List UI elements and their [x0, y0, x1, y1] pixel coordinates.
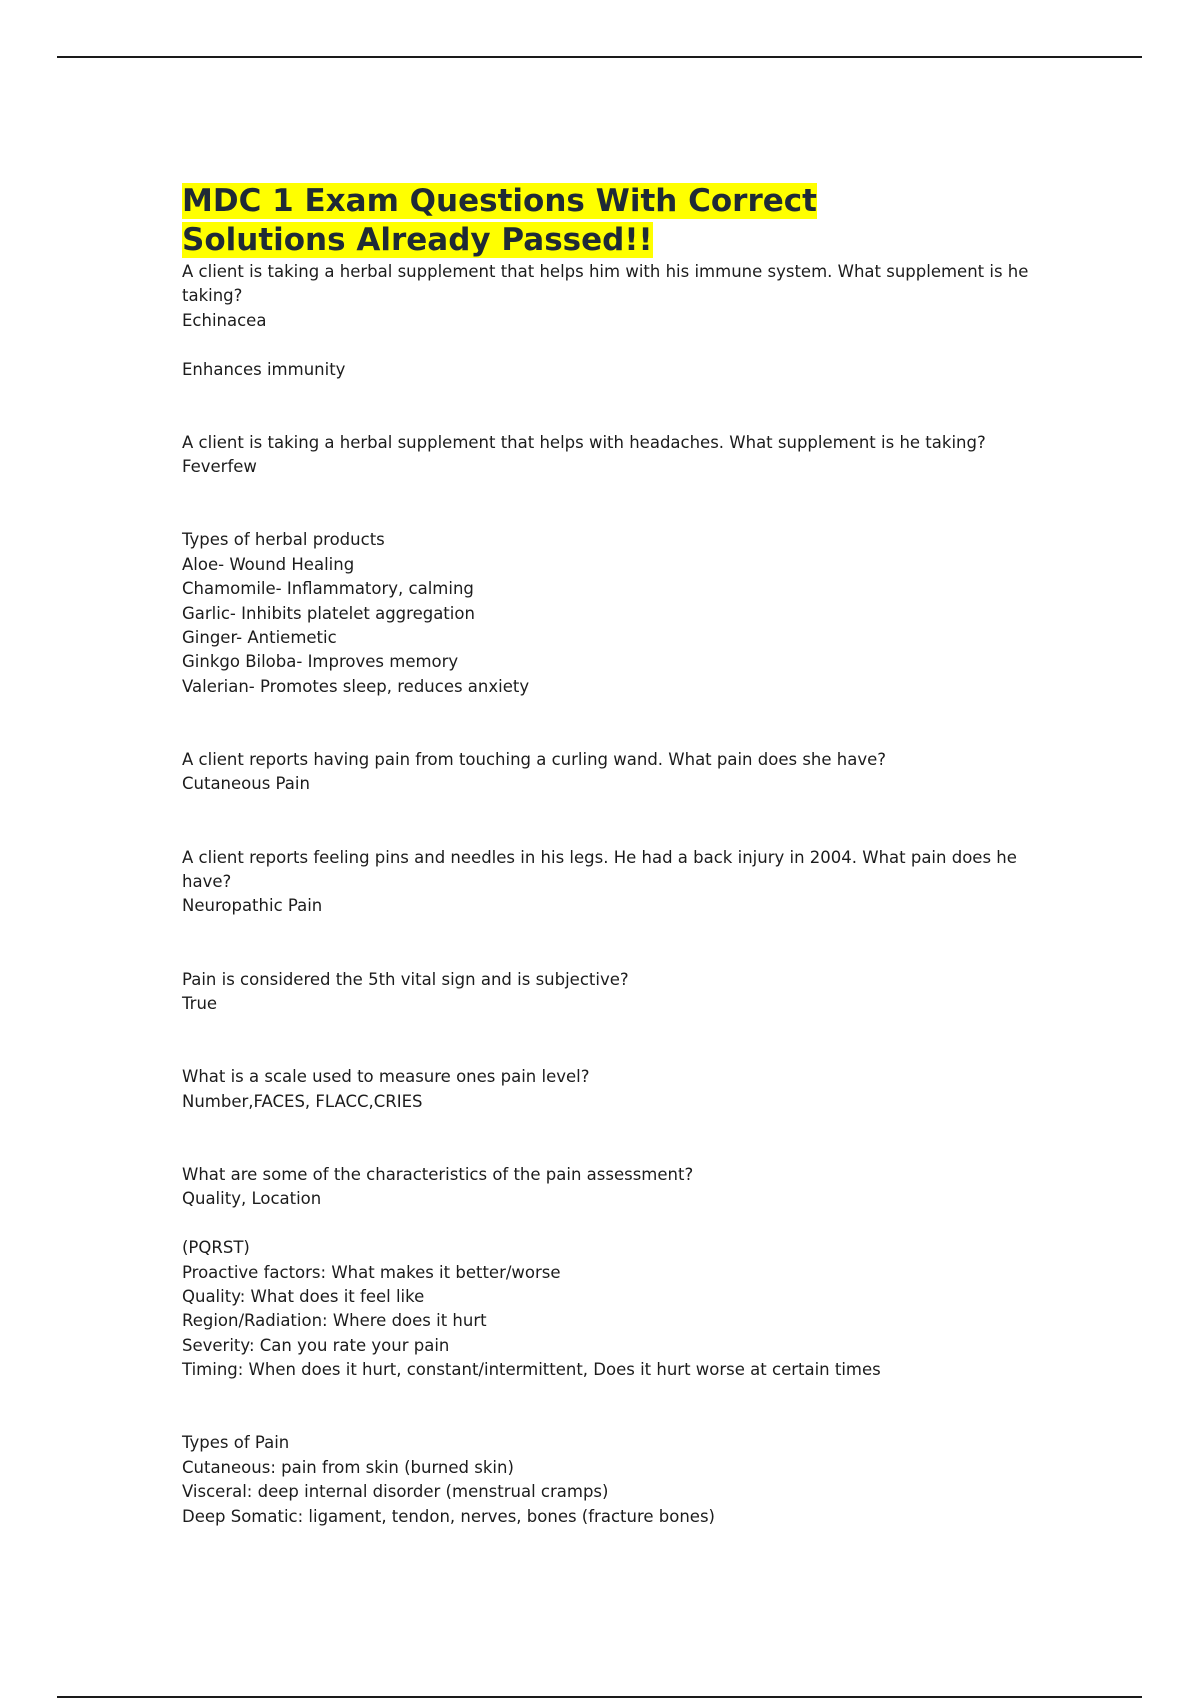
answer-line: Ginger- Antiemetic [182, 628, 337, 648]
answer-line: Chamomile- Inflammatory, calming [182, 579, 474, 599]
answer-line: Deep Somatic: ligament, tendon, nerves, bones (fracture bones) [182, 1506, 715, 1526]
header-rule [57, 56, 1142, 58]
qa-block [182, 1431, 1062, 1529]
answer-line: Garlic- Inhibits platelet aggregation [182, 603, 475, 623]
qa-block [182, 846, 1062, 919]
answer-text: Neuropathic Pain [182, 896, 323, 916]
qa-block [182, 431, 1062, 480]
answer-note-line: (PQRST) [182, 1238, 250, 1258]
qa-block [182, 1065, 1062, 1114]
answer-line: Ginkgo Biloba- Improves memory [182, 652, 459, 672]
answer-note-line: Region/Radiation: Where does it hurt [182, 1311, 487, 1331]
qa-block [182, 528, 1062, 699]
answer-text: Cutaneous Pain [182, 774, 310, 794]
title-line-2: Solutions Already Passed!! [182, 222, 653, 258]
document-title [182, 182, 1062, 260]
question-text: A client is taking a herbal supplement that helps with headaches. What supplement is he taking? [182, 432, 986, 452]
question-text: Pain is considered the 5th vital sign and is subjective? [182, 969, 629, 989]
answer-text: Quality, Location [182, 1189, 322, 1209]
question-text: What are some of the characteristics of the pain assessment? [182, 1164, 694, 1184]
answer-text: Echinacea [182, 310, 267, 330]
qa-block [182, 1163, 1062, 1383]
answer-text: Number,FACES, FLACC,CRIES [182, 1091, 423, 1111]
question-text: A client reports feeling pins and needles in his legs. He had a back injury in 2004. What pain does he have? [182, 847, 1023, 892]
qa-block [182, 260, 1062, 382]
qa-block [182, 968, 1062, 1017]
answer-line: Cutaneous: pain from skin (burned skin) [182, 1457, 514, 1477]
title-line-1: MDC 1 Exam Questions With Correct [182, 183, 817, 219]
question-text: A client reports having pain from touching a curling wand. What pain does she have? [182, 750, 887, 770]
answer-line: Aloe- Wound Healing [182, 554, 355, 574]
answer-line: Valerian- Promotes sleep, reduces anxiety [182, 676, 530, 696]
answer-note-line: Proactive factors: What makes it better/worse [182, 1262, 561, 1282]
answer-line: Visceral: deep internal disorder (menstrual cramps) [182, 1482, 609, 1502]
answer-note-line: Timing: When does it hurt, constant/intermittent, Does it hurt worse at certain times [182, 1360, 881, 1380]
answer-note-line: Severity: Can you rate your pain [182, 1335, 450, 1355]
answer-text: True [182, 994, 218, 1014]
answer-text: Feverfew [182, 457, 257, 477]
answer-note-line: Quality: What does it feel like [182, 1286, 425, 1306]
qa-block [182, 748, 1062, 797]
document-body [182, 182, 1062, 1529]
question-text: A client is taking a herbal supplement that helps him with his immune system. What supplement is he taking? [182, 262, 1034, 306]
question-text: Types of Pain [182, 1433, 290, 1453]
question-text: What is a scale used to measure ones pain level? [182, 1067, 590, 1087]
footer-rule [57, 1696, 1142, 1698]
question-text: Types of herbal products [182, 530, 385, 550]
answer-note: Enhances immunity [182, 359, 346, 379]
